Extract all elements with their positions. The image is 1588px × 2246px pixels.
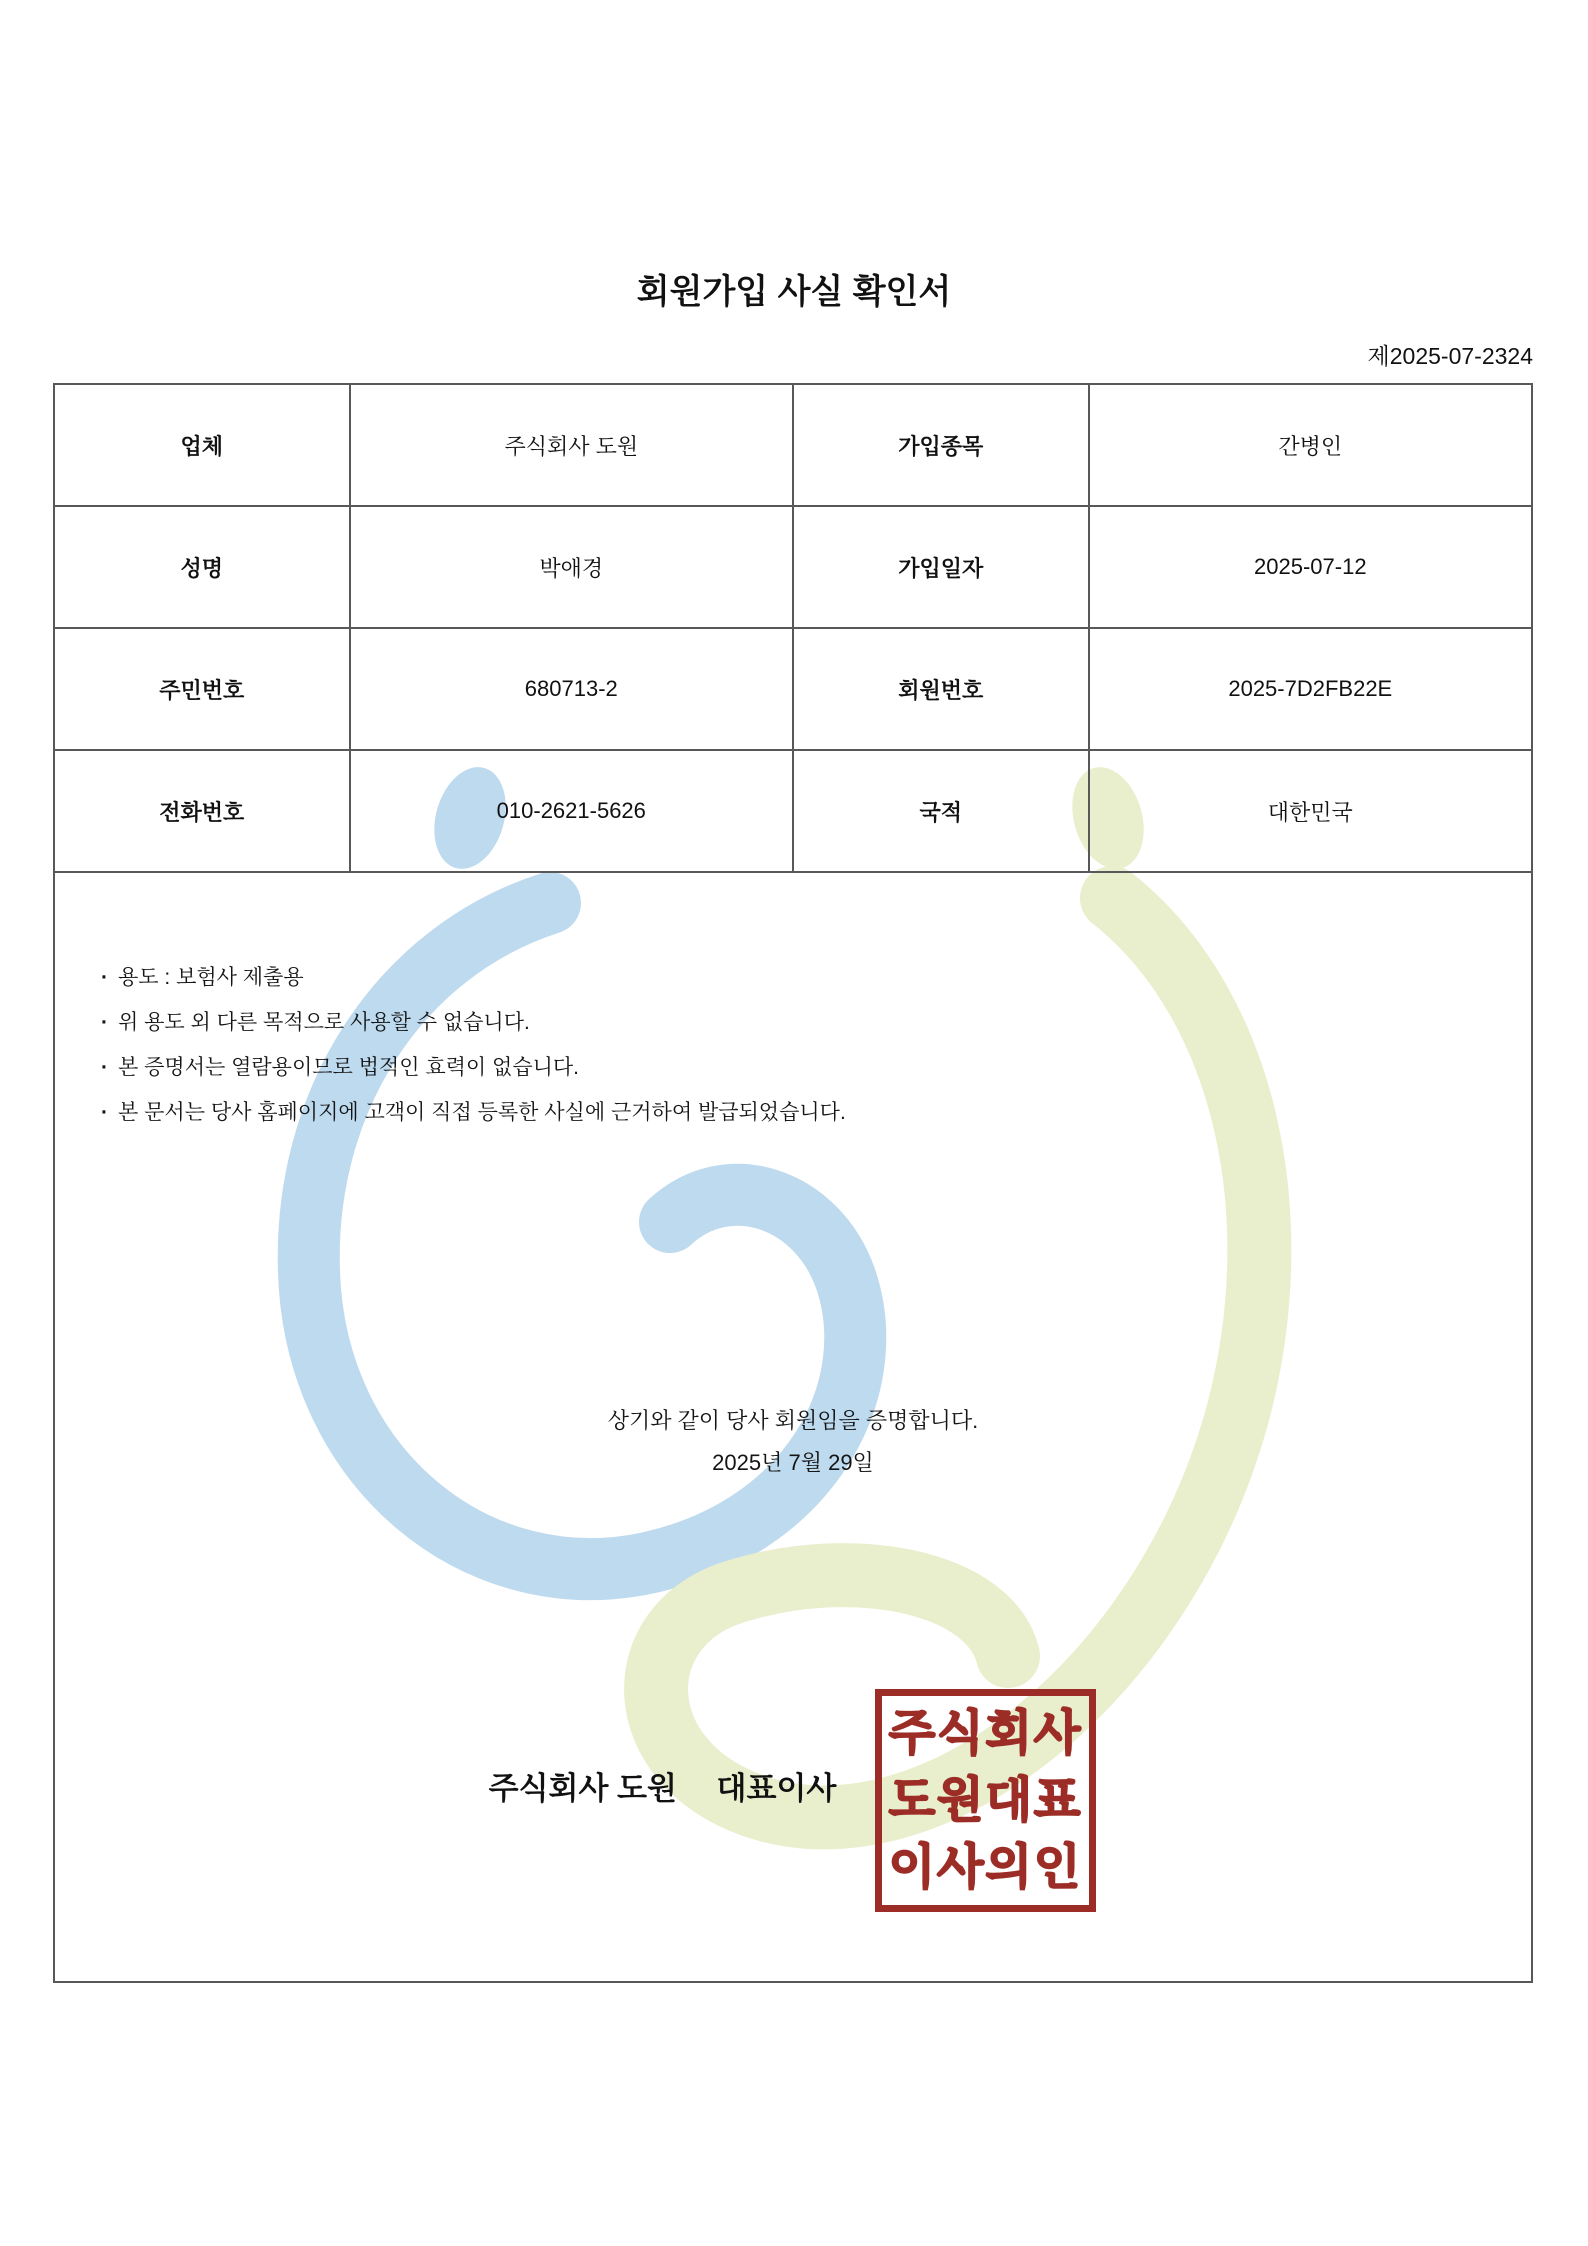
field-label-company: 업체 xyxy=(54,384,350,506)
issue-date: 2025년 7월 29일 xyxy=(712,1450,874,1475)
certification-statement xyxy=(55,1400,1531,1484)
field-value-resident-id: 680713-2 xyxy=(350,628,793,750)
field-value-join-date: 2025-07-12 xyxy=(1089,506,1532,628)
field-value-name: 박애경 xyxy=(350,506,793,628)
field-value-phone: 010-2621-5626 xyxy=(350,750,793,872)
certificate-table xyxy=(53,383,1533,1983)
table-row xyxy=(54,506,1532,628)
seal-text-row: 도원대표 xyxy=(888,1774,1083,1827)
note-item: · 위 용도 외 다른 목적으로 사용할 수 없습니다. xyxy=(101,1000,846,1045)
document-number: 제2025-07-2324 xyxy=(1367,343,1533,369)
note-item: · 본 문서는 당사 홈페이지에 고객이 직접 등록한 사실에 근거하여 발급되었습니다. xyxy=(101,1090,846,1135)
field-value-nationality: 대한민국 xyxy=(1089,750,1532,872)
page-title: 회원가입 사실 확인서 xyxy=(636,273,952,311)
seal-text-row: 주식회사 xyxy=(888,1707,1083,1760)
field-label-phone: 전화번호 xyxy=(54,750,350,872)
field-value-member-id: 2025-7D2FB22E xyxy=(1089,628,1532,750)
table-row xyxy=(54,750,1532,872)
seal-text-row: 이사의인 xyxy=(888,1841,1083,1894)
field-label-nationality: 국적 xyxy=(793,750,1089,872)
field-label-resident-id: 주민번호 xyxy=(54,628,350,750)
note-item: · 본 증명서는 열람용이므로 법적인 효력이 없습니다. xyxy=(101,1045,846,1090)
field-label-join-date: 가입일자 xyxy=(793,506,1089,628)
company-signature: 주식회사 도원 대표이사 xyxy=(488,1771,837,1806)
field-label-name: 성명 xyxy=(54,506,350,628)
certificate-body-cell xyxy=(54,872,1532,1982)
field-label-member-id: 회원번호 xyxy=(793,628,1089,750)
field-value-company: 주식회사 도원 xyxy=(350,384,793,506)
field-value-category: 간병인 xyxy=(1089,384,1532,506)
statement-text: 상기와 같이 당사 회원임을 증명합니다. xyxy=(607,1408,979,1433)
note-item: · 용도 : 보험사 제출용 xyxy=(101,955,846,1000)
table-row xyxy=(54,628,1532,750)
corporate-seal-stamp xyxy=(875,1689,1096,1912)
notes-list xyxy=(101,955,846,1135)
field-label-category: 가입종목 xyxy=(793,384,1089,506)
table-row xyxy=(54,384,1532,506)
